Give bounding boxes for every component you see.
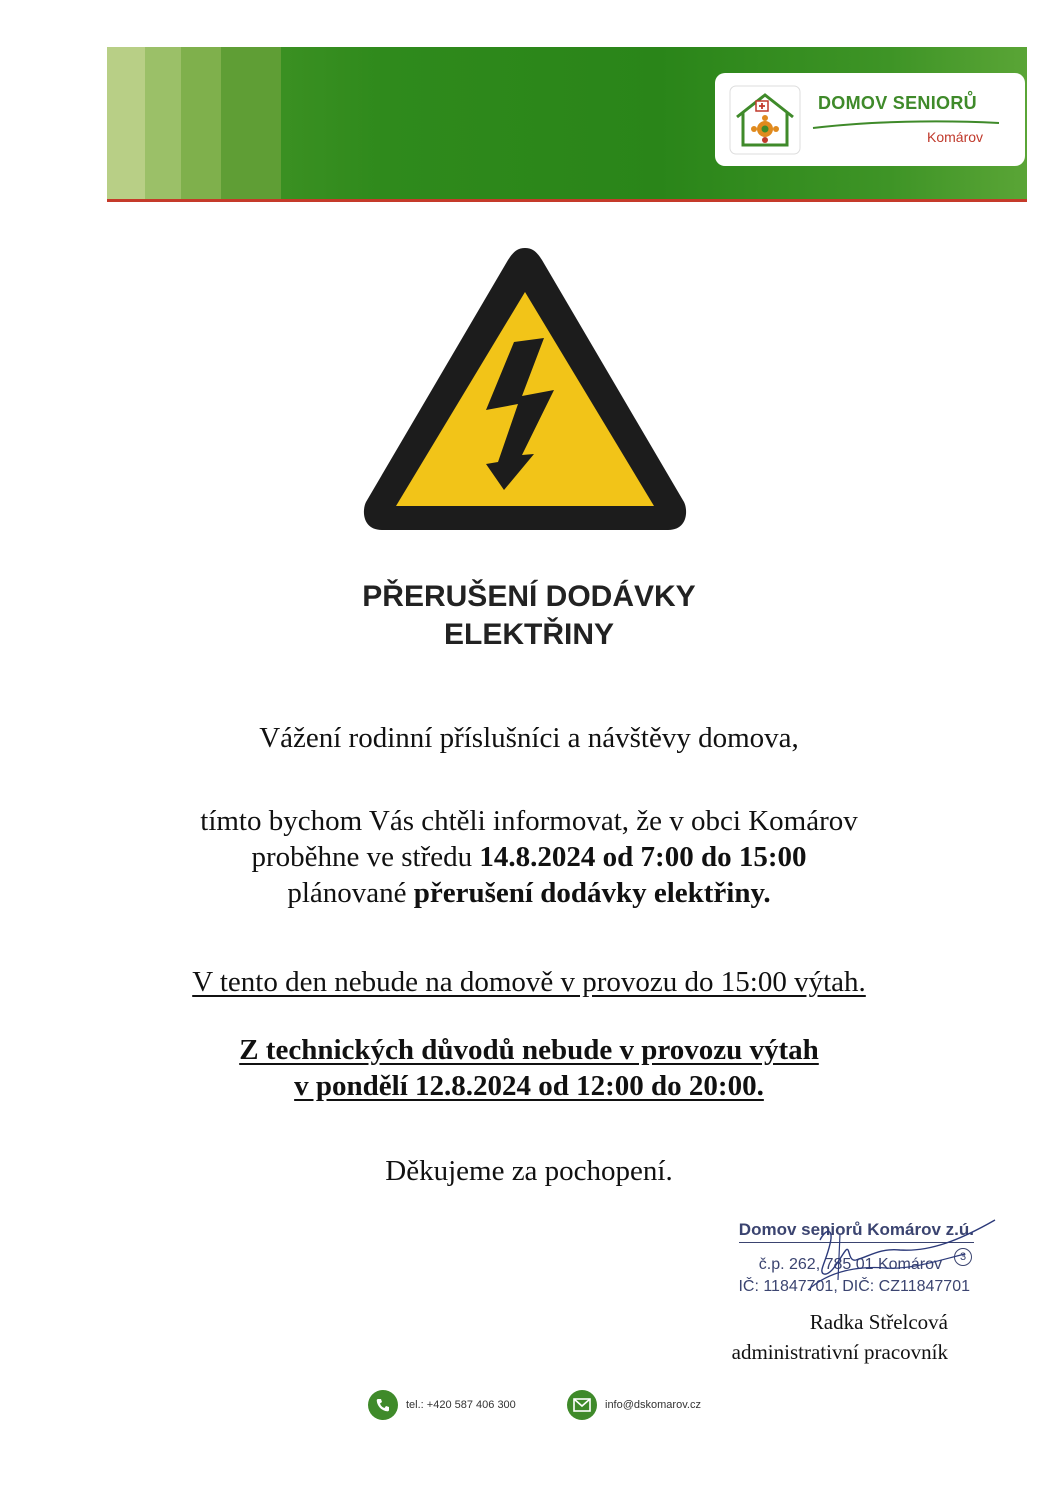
technical-notice-line2 <box>0 1068 1058 1104</box>
banner-stripe <box>181 47 221 199</box>
info-text: proběhne ve středu <box>251 841 480 873</box>
technical-notice-text: Z technických důvodů nebude v provozu výtah <box>239 1034 819 1066</box>
stamp-number: 3 <box>954 1248 972 1266</box>
technical-notice-line1 <box>0 1032 1058 1068</box>
handwritten-signature <box>790 1210 1000 1295</box>
signer-role: administrativní pracovník <box>731 1340 948 1364</box>
technical-notice <box>0 1032 1058 1104</box>
phone-icon <box>368 1390 398 1420</box>
paragraph-info-line2 <box>0 839 1058 875</box>
envelope-icon <box>567 1390 597 1420</box>
outage-datetime: 14.8.2024 od 7:00 do 15:00 <box>479 841 807 873</box>
notice-title-line2: ELEKTŘINY <box>443 618 614 651</box>
logo-title: DOMOV SENIORŮ <box>818 93 977 113</box>
notice-title <box>0 578 1058 654</box>
footer-email-text: info@dskomarov.cz <box>605 1399 701 1411</box>
thanks: Děkujeme za pochopení. <box>385 1155 673 1187</box>
organization-logo <box>715 73 1025 166</box>
paragraph-info <box>0 803 1058 911</box>
stamp-line2: č.p. 262, 785 01 Komárov <box>758 1256 942 1273</box>
notice-title-line1: PŘERUŠENÍ DODÁVKY <box>362 580 696 613</box>
technical-notice-text: v pondělí 12.8.2024 od 12:00 do 20:00. <box>294 1070 764 1102</box>
paragraph-info-line1: tímto bychom Vás chtěli informovat, že v obci Komárov <box>200 805 858 837</box>
banner-stripe <box>221 47 281 199</box>
banner-stripe <box>107 47 145 199</box>
footer-phone-text: tel.: +420 587 406 300 <box>406 1399 516 1411</box>
greeting: Vážení rodinní příslušníci a návštěvy domova, <box>259 722 799 754</box>
stamp-line1: Domov seniorů Komárov z.ú. <box>739 1220 974 1243</box>
high-voltage-warning-icon <box>358 240 692 536</box>
signer-name: Radka Střelcová <box>809 1310 948 1334</box>
paragraph-info-line3 <box>0 875 1058 911</box>
info-text: plánované <box>287 877 414 909</box>
elevator-notice-text: V tento den nebude na domově v provozu do 15:00 výtah. <box>192 966 866 998</box>
footer-phone[interactable] <box>368 1388 516 1422</box>
house-logo-icon <box>729 85 801 155</box>
banner-stripe <box>145 47 181 199</box>
stamp-line3: IČ: 11847701, DIČ: CZ11847701 <box>738 1278 970 1295</box>
logo-subtitle: Komárov <box>927 129 984 145</box>
elevator-notice <box>0 964 1058 1000</box>
footer-email[interactable] <box>567 1388 701 1422</box>
outage-description: přerušení dodávky elektřiny. <box>413 877 771 909</box>
